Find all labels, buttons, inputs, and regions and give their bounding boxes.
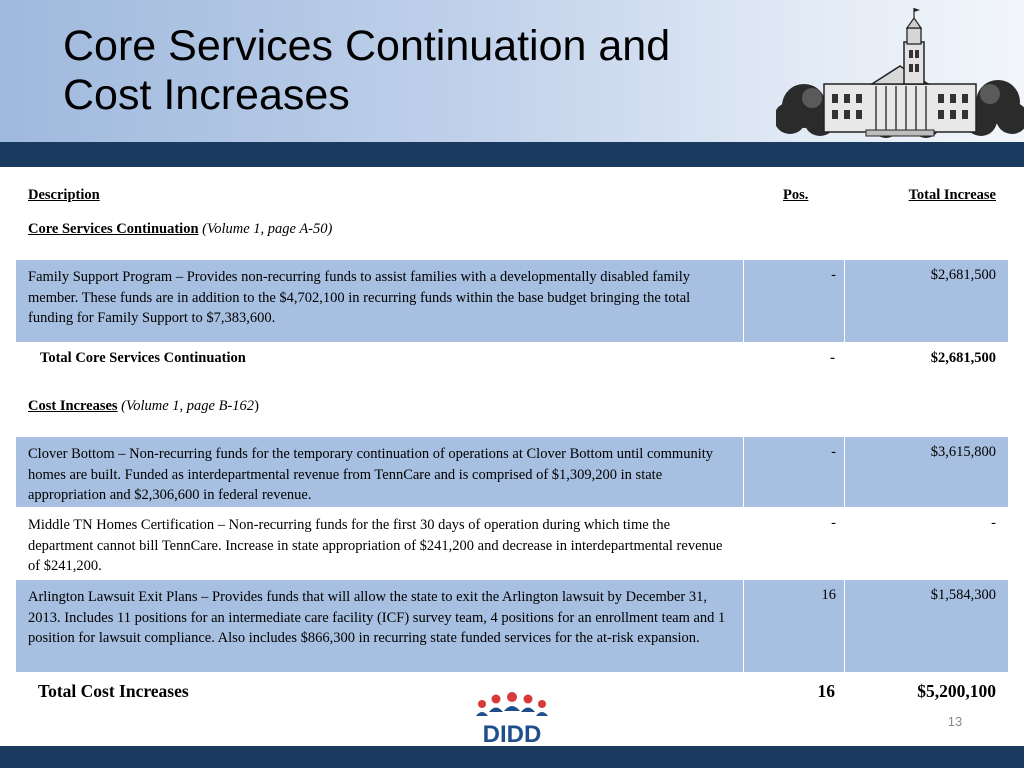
didd-logo xyxy=(470,692,554,744)
total-cost-increases-pos: 16 xyxy=(817,681,835,701)
section-reference: (Volume 1, page B-162 xyxy=(121,398,255,414)
row-pos: - xyxy=(831,515,836,531)
header-pos: Pos. xyxy=(783,187,809,203)
section-cost-increases-heading xyxy=(28,398,259,415)
row-pos: - xyxy=(831,444,836,460)
section-reference: (Volume 1, page A-50) xyxy=(202,221,333,237)
header-description: Description xyxy=(28,187,100,203)
logo-text: DIDD xyxy=(482,721,542,744)
total-cost-increases-amount: $5,200,100 xyxy=(917,681,996,701)
capitol-building-image xyxy=(776,6,1024,142)
row-amount: $2,681,500 xyxy=(930,267,996,283)
section-title: Cost Increases xyxy=(28,398,118,414)
header-total-increase: Total Increase xyxy=(908,187,996,203)
title-line-2: Cost Increases xyxy=(63,71,350,119)
row-description: Family Support Program – Provides non-recurring funds to assist families with a developmentally disabled family member. These funds are in addition to the $4,702,100 in recurring funds within the base budget bringing the total funding for Family Support to $7,383,600. xyxy=(28,269,691,326)
row-description: Clover Bottom – Non-recurring funds for the temporary continuation of operations at Clover Bottom until community homes are built. Funded as interdepartmental revenue from TennCare and is comprised of $1,309,200 in state appropriation and $2,306,600 in federal revenue. xyxy=(28,446,713,503)
table-row xyxy=(16,508,1008,578)
row-amount: $1,584,300 xyxy=(930,587,996,603)
section-title: Core Services Continuation xyxy=(28,221,199,237)
total-core-services-pos: - xyxy=(830,350,835,366)
row-amount: - xyxy=(991,515,996,531)
table-row xyxy=(16,437,1008,507)
header-band xyxy=(0,142,1024,167)
section-reference-close: ) xyxy=(254,398,259,414)
table-row xyxy=(16,580,1008,672)
total-core-services-label: Total Core Services Continuation xyxy=(40,350,246,366)
row-pos: - xyxy=(831,267,836,283)
row-description: Arlington Lawsuit Exit Plans – Provides funds that will allow the state to exit the Arlington lawsuit by December 31, 2013. Includes 11 positions for an intermediate care facility (ICF) survey team, 4 positions for an enrollment team and 1 position for lawsuit compliance. Also includes $866,300 in recurring state funded services for the at-risk expansion. xyxy=(28,589,726,646)
section-core-services-heading xyxy=(28,221,332,238)
row-description: Middle TN Homes Certification – Non-recurring funds for the first 30 days of operation during which time the department cannot bill TennCare. Increase in state appropriation of $241,200 and decrease in interdepartmental revenue of $241,200. xyxy=(28,517,723,574)
total-core-services-amount: $2,681,500 xyxy=(930,350,996,366)
footer-band xyxy=(0,746,1024,768)
page-number: 13 xyxy=(947,714,963,729)
row-amount: $3,615,800 xyxy=(930,444,996,460)
table-row xyxy=(16,260,1008,342)
title-line-1: Core Services Continuation and xyxy=(63,22,671,70)
total-cost-increases-label: Total Cost Increases xyxy=(38,681,189,701)
slide-title xyxy=(63,22,763,120)
row-pos: 16 xyxy=(821,587,836,603)
